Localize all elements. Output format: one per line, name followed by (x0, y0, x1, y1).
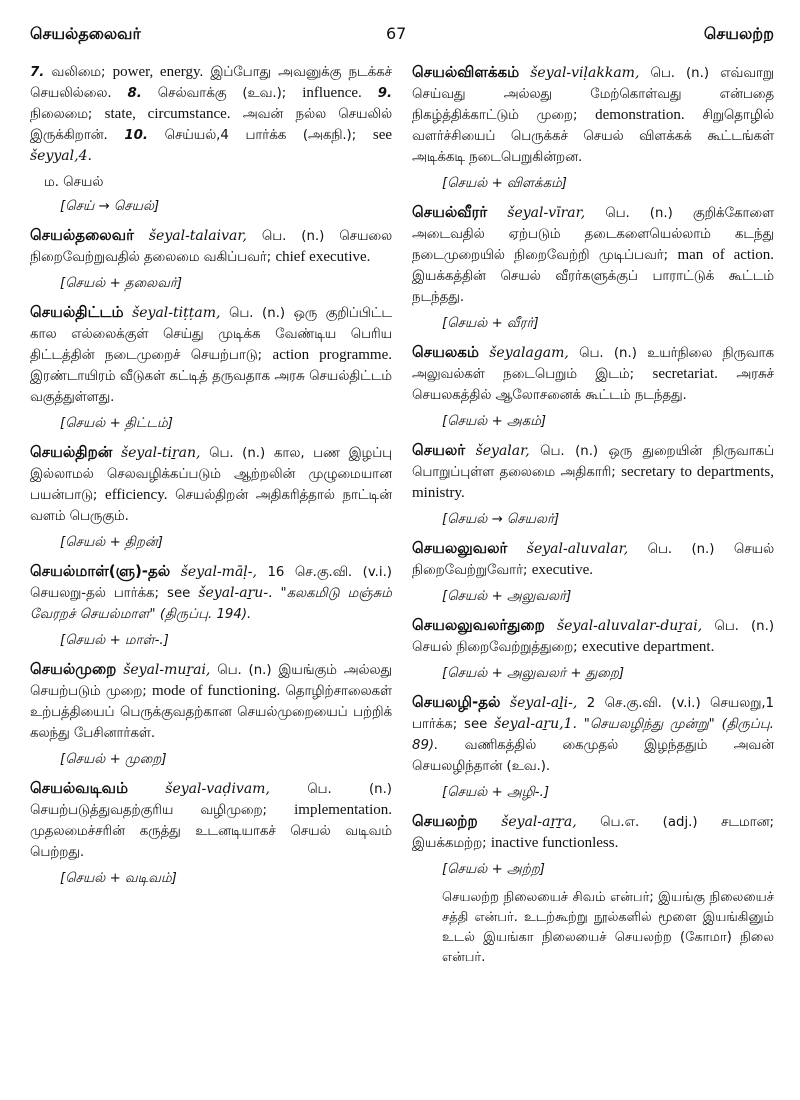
part-of-speech: பெ.எ. (adj.) (600, 815, 698, 830)
english-gloss: inactive functionless. (490, 835, 619, 851)
definition: கால, பண இழப்பு இல்லாமல் செலவழிக்கப்படும் ஆற்றலின் முழுமையான பயன்பாடு; (30, 446, 392, 503)
headword: செயல்திறன் (30, 443, 113, 461)
sense-example: அவன் நல்ல செயலில் இருக்கிறான். (30, 107, 392, 143)
part-of-speech: பெ. (n.) (579, 346, 637, 361)
transliteration: šeyal-aḻi-, (509, 695, 578, 711)
etymology: [செயல் → செயலர்] (442, 512, 560, 527)
sense-number: 10. (124, 128, 148, 143)
cross-reference: šeyal-aṟu,1. (494, 716, 577, 732)
usage-example: வணிகத்தில் கைமுதல் இழந்ததும் அவன் செயலழிந்தான் (உவ.). (412, 738, 774, 774)
headword: செயல்திட்டம் (30, 303, 124, 321)
transliteration: šeyal-aluvalar, (526, 541, 629, 557)
cross-reference: šeyyal,4. (30, 148, 92, 164)
english-gloss: efficiency. (105, 487, 168, 503)
entry (412, 62, 774, 168)
etymology: [செயல் + அகம்] (442, 414, 547, 429)
definition: செயலறு,1 பார்க்க; see (412, 696, 774, 732)
entry (412, 692, 774, 777)
sense-english: see (372, 127, 393, 143)
definition: குறிக்கோளை அடைவதில் ஏற்படும் தடைகளையெல்லாம் கடந்து நடைமுறையில் நிறைவேற்றி முடிப்பவர்; (412, 206, 774, 263)
sense-number: 8. (127, 86, 142, 101)
entry (412, 538, 774, 581)
usage-example: அரசுச் செயலகத்தில் ஆலோசனைக் கூட்டம் நடந்தது. (412, 367, 774, 403)
headword: செயல்விளக்கம் (412, 63, 520, 81)
transliteration: šeyal-muṟai, (123, 662, 211, 678)
english-gloss: mode of functioning. (151, 683, 281, 699)
headword: செயல்வீரர் (412, 203, 488, 221)
entry (412, 342, 774, 406)
transliteration: šeyalagam, (489, 345, 569, 361)
entry (30, 561, 392, 625)
usage-example: இயக்கத்தின் செயல் வீரர்களுக்குப் பாராட்டுக் கூட்டம் நடந்தது. (412, 269, 774, 305)
part-of-speech: 2 செ.கு.வி. (v.i.) (586, 696, 701, 711)
part-of-speech: பெ. (n.) (605, 206, 673, 221)
definition: செயல் நிறைவேற்றுவோர்; (412, 542, 775, 578)
headword: செயலலுவலர் (412, 539, 508, 557)
etymology: [செயல் + திறன்] (60, 535, 163, 550)
usage-example: இரண்டாயிரம் வீடுகள் கட்டித் தருவதாக அரசு செயல்திட்டம் வகுத்துள்ளது. (30, 369, 392, 405)
entry (30, 225, 392, 268)
continued-entry (30, 62, 392, 167)
etymology: [செயல் + தலைவர்] (60, 276, 183, 291)
headword: செயலலுவலர்துறை (412, 616, 545, 634)
english-gloss: implementation. (294, 802, 393, 818)
part-of-speech: பெ. (n.) (229, 306, 286, 321)
sense-example: இப்போது அவனுக்கு நடக்கச் செயலில்லை. (30, 65, 392, 101)
definition: உயர்நிலை நிருவாக அலுவல்கள் நடைபெறும் இடம்; (412, 346, 775, 382)
definition: செயலை நிறைவேற்றுவதில் தலைமை வகிப்பவர்; (30, 229, 393, 265)
transliteration: šeyal-tiṭṭam, (132, 305, 221, 321)
transliteration: šeyal-tiṟan, (120, 445, 201, 461)
header-first-word: செயல்தலைவர் (30, 24, 141, 43)
english-gloss: action programme. (272, 347, 392, 363)
part-of-speech: பெ. (n.) (209, 446, 266, 461)
header-last-word: செயலற்ற (703, 24, 774, 43)
definition: செயல் நிறைவேற்றுத்துறை; (412, 640, 578, 655)
definition: சடமான; இயக்கமற்ற; (412, 815, 774, 851)
entry (412, 440, 774, 504)
headword: செயலழி-தல் (412, 693, 501, 711)
transliteration: šeyal-viḷakkam, (530, 65, 640, 81)
etymology: [செயல் + அலுவலர் + துறை] (442, 666, 625, 681)
english-gloss: chief executive. (275, 249, 371, 265)
page-header (30, 18, 774, 52)
sense-english: state, circumstance. (104, 106, 231, 122)
transliteration: šeyal-vīrar, (507, 205, 586, 221)
etymology: [செயல் + அற்ற] (442, 862, 545, 877)
entry (30, 302, 392, 408)
definition: செயற்படுத்துவதற்குரிய வழிமுறை; (30, 803, 268, 818)
transliteration: šeyal-aluvalar-duṟai, (556, 618, 703, 634)
headword: செயலகம் (412, 343, 479, 361)
definition: இயங்கும் அல்லது செயற்படும் முறை; (30, 663, 392, 699)
transliteration: šeyalar, (475, 443, 530, 459)
cross-reference: šeyal-aṟu-. (198, 585, 273, 601)
etymology: [செயல் + வடிவம்] (60, 871, 177, 886)
sense-tamil: செய்யல்,4 பார்க்க (அகநி.); (164, 128, 357, 143)
definition: எவ்வாறு செய்வது அல்லது மேற்கொள்வது என்பதை நிகழ்த்திக்காட்டும் முறை; (412, 66, 774, 123)
sense-tamil: வலிமை; (51, 65, 106, 80)
etymology: [செயல் + வீரர்] (442, 316, 539, 331)
sense-english: influence. (302, 85, 362, 101)
definition: ஒரு துறையின் நிருவாகப் பொறுப்புள்ள தலைமை அதிகாரி; (412, 444, 774, 480)
headword: செயல்வடிவம் (30, 779, 129, 797)
english-gloss: secretariat. (652, 366, 718, 382)
sense-tamil: நிலைமை; (30, 107, 93, 122)
part-of-speech: பெ. (n.) (647, 542, 715, 557)
usage-example: சிறுதொழில் வளர்ச்சியைப் பெருக்கச் செயல் விளக்கக் கூட்டங்கள் அடிக்கடி நடைபெறுகின்றன. (412, 108, 774, 165)
headword: செயலர் (412, 441, 466, 459)
english-gloss: demonstration. (595, 107, 685, 123)
transliteration: šeyal-aṟṟa, (501, 814, 577, 830)
page-number: 67 (386, 24, 407, 43)
transliteration: šeyal-māḷ-, (180, 564, 257, 580)
etymology: [செயல் + விளக்கம்] (442, 176, 567, 191)
left-column (30, 62, 392, 968)
literary-quote: "செயலழிந்து முன்று" (திருப்பு. 89). (412, 717, 775, 753)
sense-english: power, energy. (112, 64, 204, 80)
malayalam-cognate: ம. செயல் (44, 175, 104, 190)
two-columns (30, 62, 774, 968)
transliteration: šeyal-talaivar, (148, 228, 247, 244)
part-of-speech: பெ. (n.) (307, 782, 392, 797)
headword: செயல்முறை (30, 660, 117, 678)
part-of-speech: பெ. (n.) (540, 444, 599, 459)
headword: செயலற்ற (412, 812, 478, 830)
right-column (412, 62, 774, 968)
etymology: [செயல் + முறை] (60, 752, 167, 767)
usage-example: முதலமைச்சரின் கருத்து உடனடியாகச் செயல் வடிவம் பெற்றது. (30, 824, 392, 860)
etymology: [செயல் + அலுவலர்] (442, 589, 572, 604)
english-gloss: executive department. (581, 639, 715, 655)
english-gloss: secretary to departments, ministry. (412, 464, 774, 501)
definition: ஒரு குறிப்பிட்ட கால எல்லைக்குள் செய்து முடிக்க வேண்டிய பெரிய திட்டத்தின் நடைமுறைச் செயற்பாடு; (30, 306, 392, 363)
definition: செயலறு-தல் பார்க்க; see (30, 586, 191, 601)
headword: செயல்மாள்(ளு)-தல் (30, 562, 171, 580)
part-of-speech: பெ. (n.) (650, 66, 710, 81)
entry (412, 811, 774, 854)
part-of-speech: பெ. (n.) (261, 229, 325, 244)
entry (412, 615, 774, 658)
entry (30, 659, 392, 744)
literary-quote: "கலகமிடு மஞ்சும் வேரறச் செயல்மாள" (திருப்பு. 194). (30, 586, 392, 622)
etymology: [செயல் + மாள்-.] (60, 633, 169, 648)
part-of-speech: பெ. (n.) (217, 663, 272, 678)
english-gloss: executive. (531, 562, 593, 578)
explanatory-note: செயலற்ற நிலையைச் சிவம் என்பர்; இயங்கு நிலையைச் சத்தி என்பர். உடற்கூற்று நூல்களில் மூளை இயங்கினும் உடல் இயங்கா நிலையைச் செயலற்ற (கோமா) நிலை என்பர். (442, 890, 774, 965)
etymology: [செய் → செயல்] (60, 199, 160, 214)
english-gloss: man of action. (677, 247, 774, 263)
entry (30, 778, 392, 863)
usage-example: தொழிற்சாலைகள் உற்பத்தியைப் பெருக்குவதற்கான செயல்முறையைப் பற்றிக் கலந்து பேசினார்கள். (30, 684, 392, 741)
part-of-speech: 16 செ.கு.வி. (v.i.) (267, 565, 392, 580)
part-of-speech: பெ. (n.) (714, 619, 775, 634)
etymology: [செயல் + அழி-.] (442, 785, 550, 800)
usage-example: செயல்திறன் அதிகரித்தால் நாட்டின் வளம் பெருகும். (30, 488, 392, 524)
etymology: [செயல் + திட்டம்] (60, 416, 173, 431)
transliteration: šeyal-vaḍivam, (165, 781, 270, 797)
headword: செயல்தலைவர் (30, 226, 134, 244)
sense-number: 7. (30, 65, 45, 80)
entry (412, 202, 774, 308)
sense-number: 9. (377, 86, 393, 101)
sense-tamil: செல்வாக்கு (உவ.); (157, 86, 287, 101)
entry (30, 442, 392, 527)
